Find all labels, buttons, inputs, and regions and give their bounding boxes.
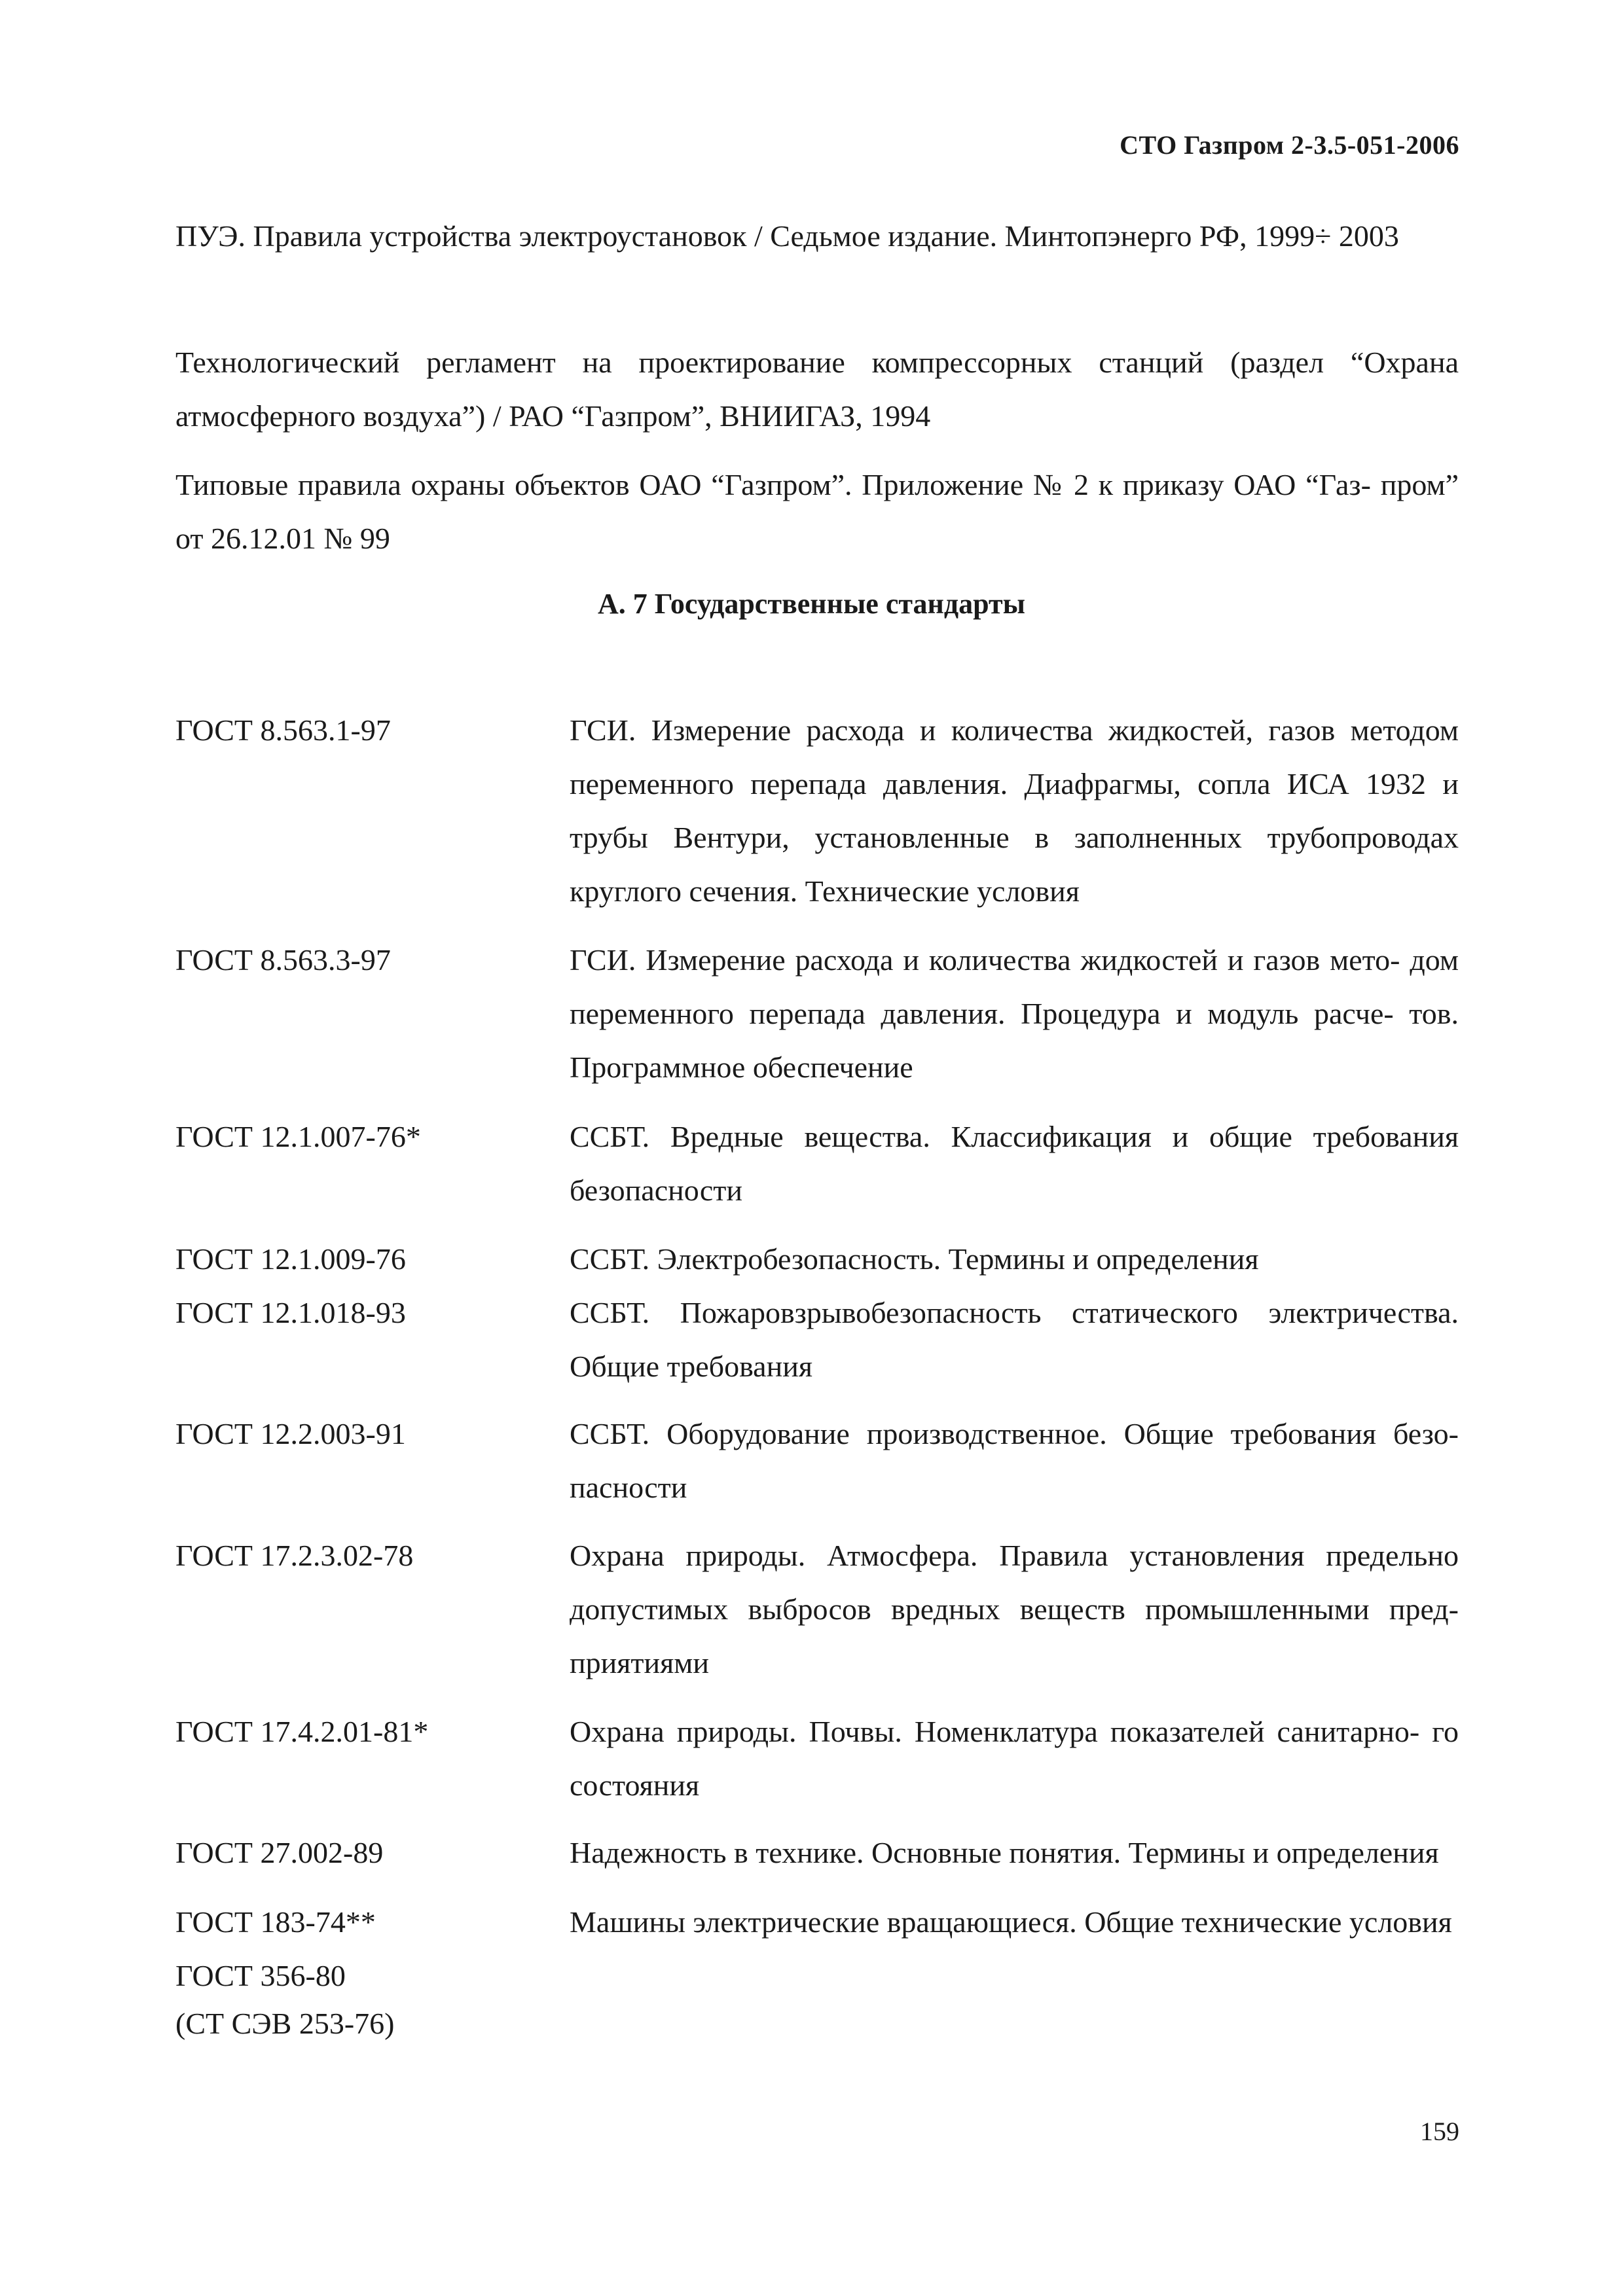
standard-code: ГОСТ 12.1.018-93 <box>175 1296 406 1329</box>
standard-code: ГОСТ 27.002-89 <box>175 1836 384 1869</box>
standard-code: ГОСТ 183-74** <box>175 1905 376 1939</box>
standard-description: Охрана природы. Почвы. Номенклатура показателей санитарно- го состояния <box>570 1715 1459 1802</box>
standard-description: ССБТ. Электробезопасность. Термины и определения <box>570 1242 1259 1276</box>
reference-pue: ПУЭ. Правила устройства электроустановок / Седьмое издание. Минтопэнерго РФ, 1999÷ 2003 <box>175 219 1399 253</box>
standard-description: ССБТ. Пожаровзрывобезопасность статического электричества. Общие требования <box>570 1296 1459 1383</box>
reference-tech-regulation: Технологический регламент на проектирование компрессорных станций (раздел “Охрана атмосферного воздуха”) / РАО “Газпром”, ВНИИГАЗ, 1994 <box>175 346 1459 433</box>
standard-code: (СТ СЭВ 253-76) <box>175 2007 395 2040</box>
standard-description: Машины электрические вращающиеся. Общие технические условия <box>570 1905 1452 1939</box>
standard-code: ГОСТ 12.2.003-91 <box>175 1417 406 1450</box>
standard-code: ГОСТ 8.563.1-97 <box>175 713 391 747</box>
standard-description: ССБТ. Оборудование производственное. Общие требования безо- пасности <box>570 1417 1459 1504</box>
standard-code: ГОСТ 17.2.3.02-78 <box>175 1539 414 1572</box>
standard-code: ГОСТ 12.1.009-76 <box>175 1242 406 1276</box>
standard-description: ГСИ. Измерение расхода и количества жидкостей и газов мето- дом переменного перепада давления. Процедура и модуль расче- тов. Программное обеспечение <box>570 943 1459 1084</box>
standard-description: Охрана природы. Атмосфера. Правила установления предельно допустимых выбросов вредных веществ промышленными пред- приятиями <box>570 1539 1459 1679</box>
standard-code: ГОСТ 356-80 <box>175 1959 346 1992</box>
reference-security-rules: Типовые правила охраны объектов ОАО “Газпром”. Приложение № 2 к приказу ОАО “Газ- пром” от 26.12.01 № 99 <box>175 468 1459 555</box>
standard-code: ГОСТ 12.1.007-76* <box>175 1120 421 1153</box>
document-code-header: СТО Газпром 2-3.5-051-2006 <box>1120 130 1459 160</box>
standard-code: ГОСТ 17.4.2.01-81* <box>175 1715 429 1748</box>
standard-description: ССБТ. Вредные вещества. Классификация и общие требования безопасности <box>570 1120 1459 1207</box>
standard-description: Надежность в технике. Основные понятия. Термины и определения <box>570 1836 1439 1869</box>
standard-description: ГСИ. Измерение расхода и количества жидкостей, газов методом переменного перепада давления. Диафрагмы, сопла ИСА 1932 и трубы Вентури, установленные в заполненных трубопроводах круглого сечения. Технические условия <box>570 713 1459 908</box>
page-number: 159 <box>1420 2117 1459 2146</box>
section-title: А. 7 Государственные стандарты <box>598 588 1025 620</box>
standard-code: ГОСТ 8.563.3-97 <box>175 943 391 977</box>
